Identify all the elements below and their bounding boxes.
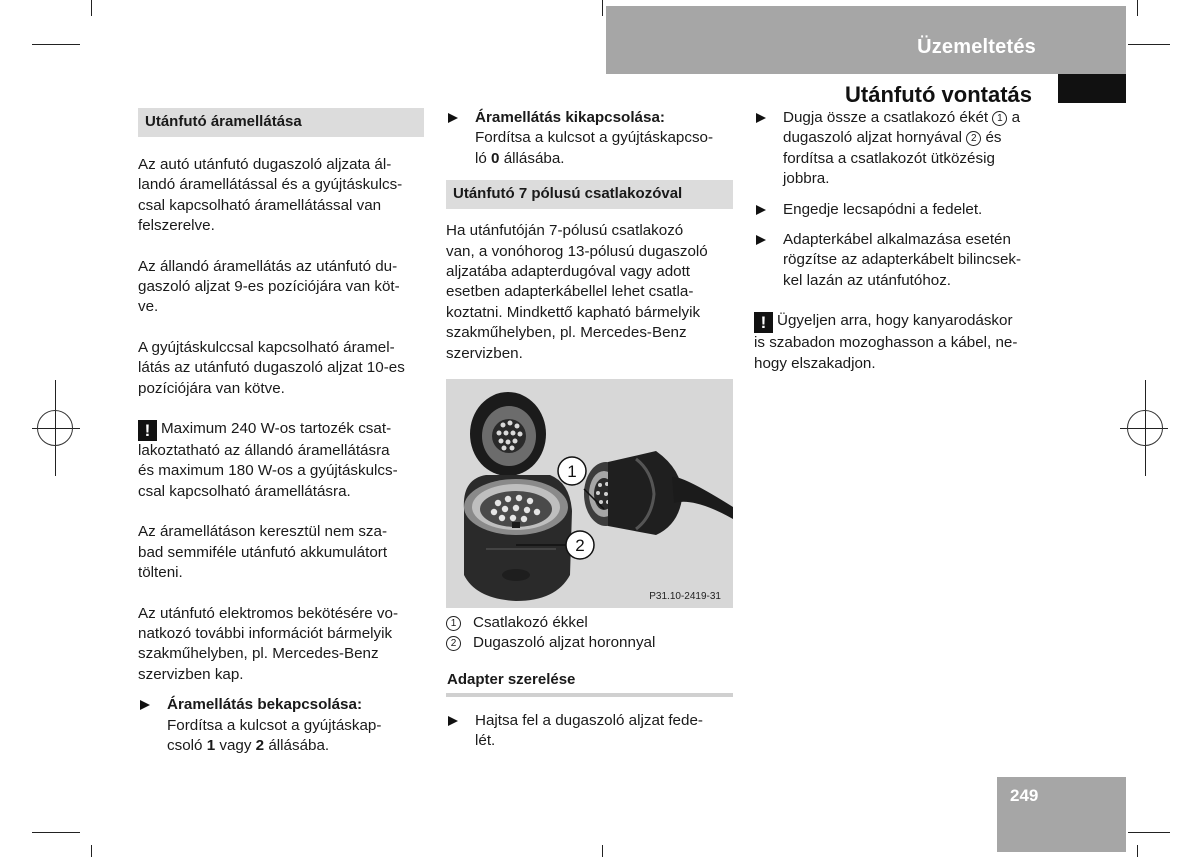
text-line: állásába. — [499, 149, 565, 167]
subheading-7-pin: Utánfutó 7 pólusú csatlakozóval — [446, 180, 733, 209]
text-line: állásába. — [264, 736, 330, 754]
crop-mark — [1137, 845, 1138, 857]
text-line: és maximum 180 W-os a gyújtáskulcs- — [138, 462, 398, 480]
text-line: rögzítse az adapterkábelt bilincsek- — [783, 251, 1022, 269]
bullet-arrow-icon — [448, 113, 458, 123]
instruction-step — [446, 711, 733, 752]
reference-number: 2 — [966, 131, 981, 146]
text-line: és — [981, 129, 1002, 147]
section-title: Üzemeltetés — [917, 36, 1036, 58]
text-line: van, a vonóhorog 13-pólusú dugaszoló — [446, 242, 708, 260]
column-2 — [446, 108, 733, 752]
text-line: esetben adapterkábellel lehet csatla- — [446, 283, 694, 301]
step-heading: Áramellátás kikapcsolása: — [475, 109, 665, 126]
page-number: 249 — [1010, 786, 1039, 805]
text-line: Fordítsa a kulcsot a gyújtáskapcso- — [475, 129, 714, 147]
text-line: csoló — [167, 736, 207, 754]
key-position: 2 — [255, 736, 265, 754]
text-line: csal kapcsolható áramellátással van — [138, 196, 382, 214]
crop-mark — [91, 845, 92, 857]
text-line: tölteni. — [138, 564, 183, 582]
paragraph — [446, 221, 733, 364]
text-line: szakműhelyben, pl. Mercedes-Benz — [446, 324, 687, 342]
bullet-arrow-icon — [756, 113, 766, 123]
crop-mark — [32, 832, 80, 833]
text-line: Fordítsa a kulcsot a gyújtáskap- — [167, 716, 382, 734]
legend-number: 1 — [446, 616, 461, 631]
warning-icon: ! — [754, 312, 773, 333]
text-line: ve. — [138, 298, 159, 316]
text-line: jobbra. — [783, 170, 830, 188]
text-line: Az utánfutó elektromos bekötésére vo- — [138, 604, 399, 622]
text-line: szervizben kap. — [138, 665, 244, 683]
text-line: hogy elszakadjon. — [754, 354, 876, 372]
text-line: pozíciójára van kötve. — [138, 379, 285, 397]
crop-mark — [602, 845, 603, 857]
figure-code: P31.10-2419-31 — [649, 591, 721, 603]
connector-illustration — [446, 379, 733, 608]
page-number-box — [997, 777, 1126, 852]
text-line: aljzatába adapterdugóval vagy adott — [446, 263, 691, 281]
text-line: kel lazán az utánfutóhoz. — [783, 271, 952, 289]
crop-mark — [602, 0, 603, 16]
legend-item — [446, 633, 733, 653]
warning-note — [754, 311, 1044, 374]
text-line: lét. — [475, 732, 496, 750]
paragraph — [138, 155, 424, 237]
legend-item — [446, 613, 733, 633]
text-line: natkozó további információt bármelyik — [138, 624, 393, 642]
step-heading: Áramellátás bekapcsolása: — [167, 696, 363, 714]
subheading-adapter: Adapter szerelése — [446, 666, 733, 697]
crop-mark — [1128, 832, 1170, 833]
text-line: gaszoló aljzat 9-es pozíciójára van köt- — [138, 278, 400, 296]
subheading-power-supply: Utánfutó áramellátása — [138, 108, 424, 137]
text-line: Ha utánfutóján 7-pólusú csatlakozó — [446, 222, 684, 240]
text-line: koztatni. Mindkettő kapható bármelyik — [446, 303, 701, 321]
bullet-arrow-icon — [756, 205, 766, 215]
instruction-step — [754, 230, 1044, 291]
legend-text: Csatlakozó ékkel — [473, 614, 588, 632]
text-line: A gyújtáskulccsal kapcsolható áramel- — [138, 338, 395, 356]
legend-number: 2 — [446, 636, 461, 651]
text-line: szervizben. — [446, 344, 523, 362]
instruction-step — [446, 108, 733, 169]
crop-mark — [1128, 44, 1170, 45]
text-line: Maximum 240 W-os tartozék csat- — [161, 420, 392, 438]
text-line: ló — [475, 149, 492, 167]
text-line: fordítsa a csatlakozót ütközésig — [783, 149, 995, 167]
paragraph — [138, 604, 424, 686]
text-line: vagy — [215, 736, 256, 754]
text-line: Hajtsa fel a dugaszoló aljzat fede- — [475, 711, 703, 729]
warning-note — [138, 419, 424, 502]
paragraph — [138, 522, 424, 583]
paragraph — [138, 338, 424, 399]
callout-2-label: 2 — [575, 536, 585, 556]
key-position: 0 — [491, 149, 500, 167]
paragraph — [138, 257, 424, 318]
socket-plug-drawing — [446, 379, 733, 608]
figure-legend — [446, 613, 733, 654]
text-line: a — [1007, 109, 1021, 126]
instruction-step — [754, 200, 1044, 220]
instruction-step — [754, 108, 1044, 190]
text-line: Engedje lecsapódni a fedelet. — [783, 200, 983, 218]
warning-icon: ! — [138, 420, 157, 441]
section-header-bar — [606, 6, 1126, 74]
text-line: landó áramellátással és a gyújtáskulcs- — [138, 176, 403, 194]
text-line: Adapterkábel alkalmazása esetén — [783, 231, 1011, 249]
text-line: Az állandó áramellátás az utánfutó du- — [138, 257, 398, 275]
crop-mark — [1137, 0, 1138, 16]
bullet-arrow-icon — [448, 716, 458, 726]
text-line: is szabadon mozoghasson a kábel, ne- — [754, 334, 1018, 352]
text-line: Az áramellátáson keresztül nem sza- — [138, 523, 388, 541]
legend-text: Dugaszoló aljzat horonnyal — [473, 634, 656, 652]
text-line: szakműhelyben, pl. Mercedes-Benz — [138, 645, 379, 663]
text-line: látás az utánfutó dugaszoló aljzat 10-es — [138, 359, 405, 377]
registration-mark — [1127, 410, 1163, 446]
crop-mark — [32, 44, 80, 45]
instruction-step — [138, 695, 424, 756]
reference-number: 1 — [992, 111, 1007, 126]
text-line: Ügyeljen arra, hogy kanyarodáskor — [777, 312, 1013, 330]
callout-1-label: 1 — [567, 462, 577, 482]
text-line: bad semmiféle utánfutó akkumulátort — [138, 543, 388, 561]
column-1 — [138, 108, 424, 756]
title-marker — [1058, 74, 1126, 103]
text-line: dugaszoló aljzat hornyával — [783, 129, 967, 147]
page-title: Utánfutó vontatás — [845, 82, 1032, 107]
column-3 — [754, 108, 1044, 374]
text-line: Az autó utánfutó dugaszoló aljzata ál- — [138, 156, 392, 173]
text-line: Dugja össze a csatlakozó ékét — [783, 109, 993, 126]
key-position: 1 — [206, 736, 216, 754]
text-line: lakoztatható az állandó áramellátásra — [138, 442, 390, 460]
text-line: csal kapcsolható áramellátásra. — [138, 482, 351, 500]
text-line: felszerelve. — [138, 217, 215, 235]
crop-mark — [91, 0, 92, 16]
registration-mark — [37, 410, 73, 446]
bullet-arrow-icon — [756, 235, 766, 245]
bullet-arrow-icon — [140, 700, 150, 710]
